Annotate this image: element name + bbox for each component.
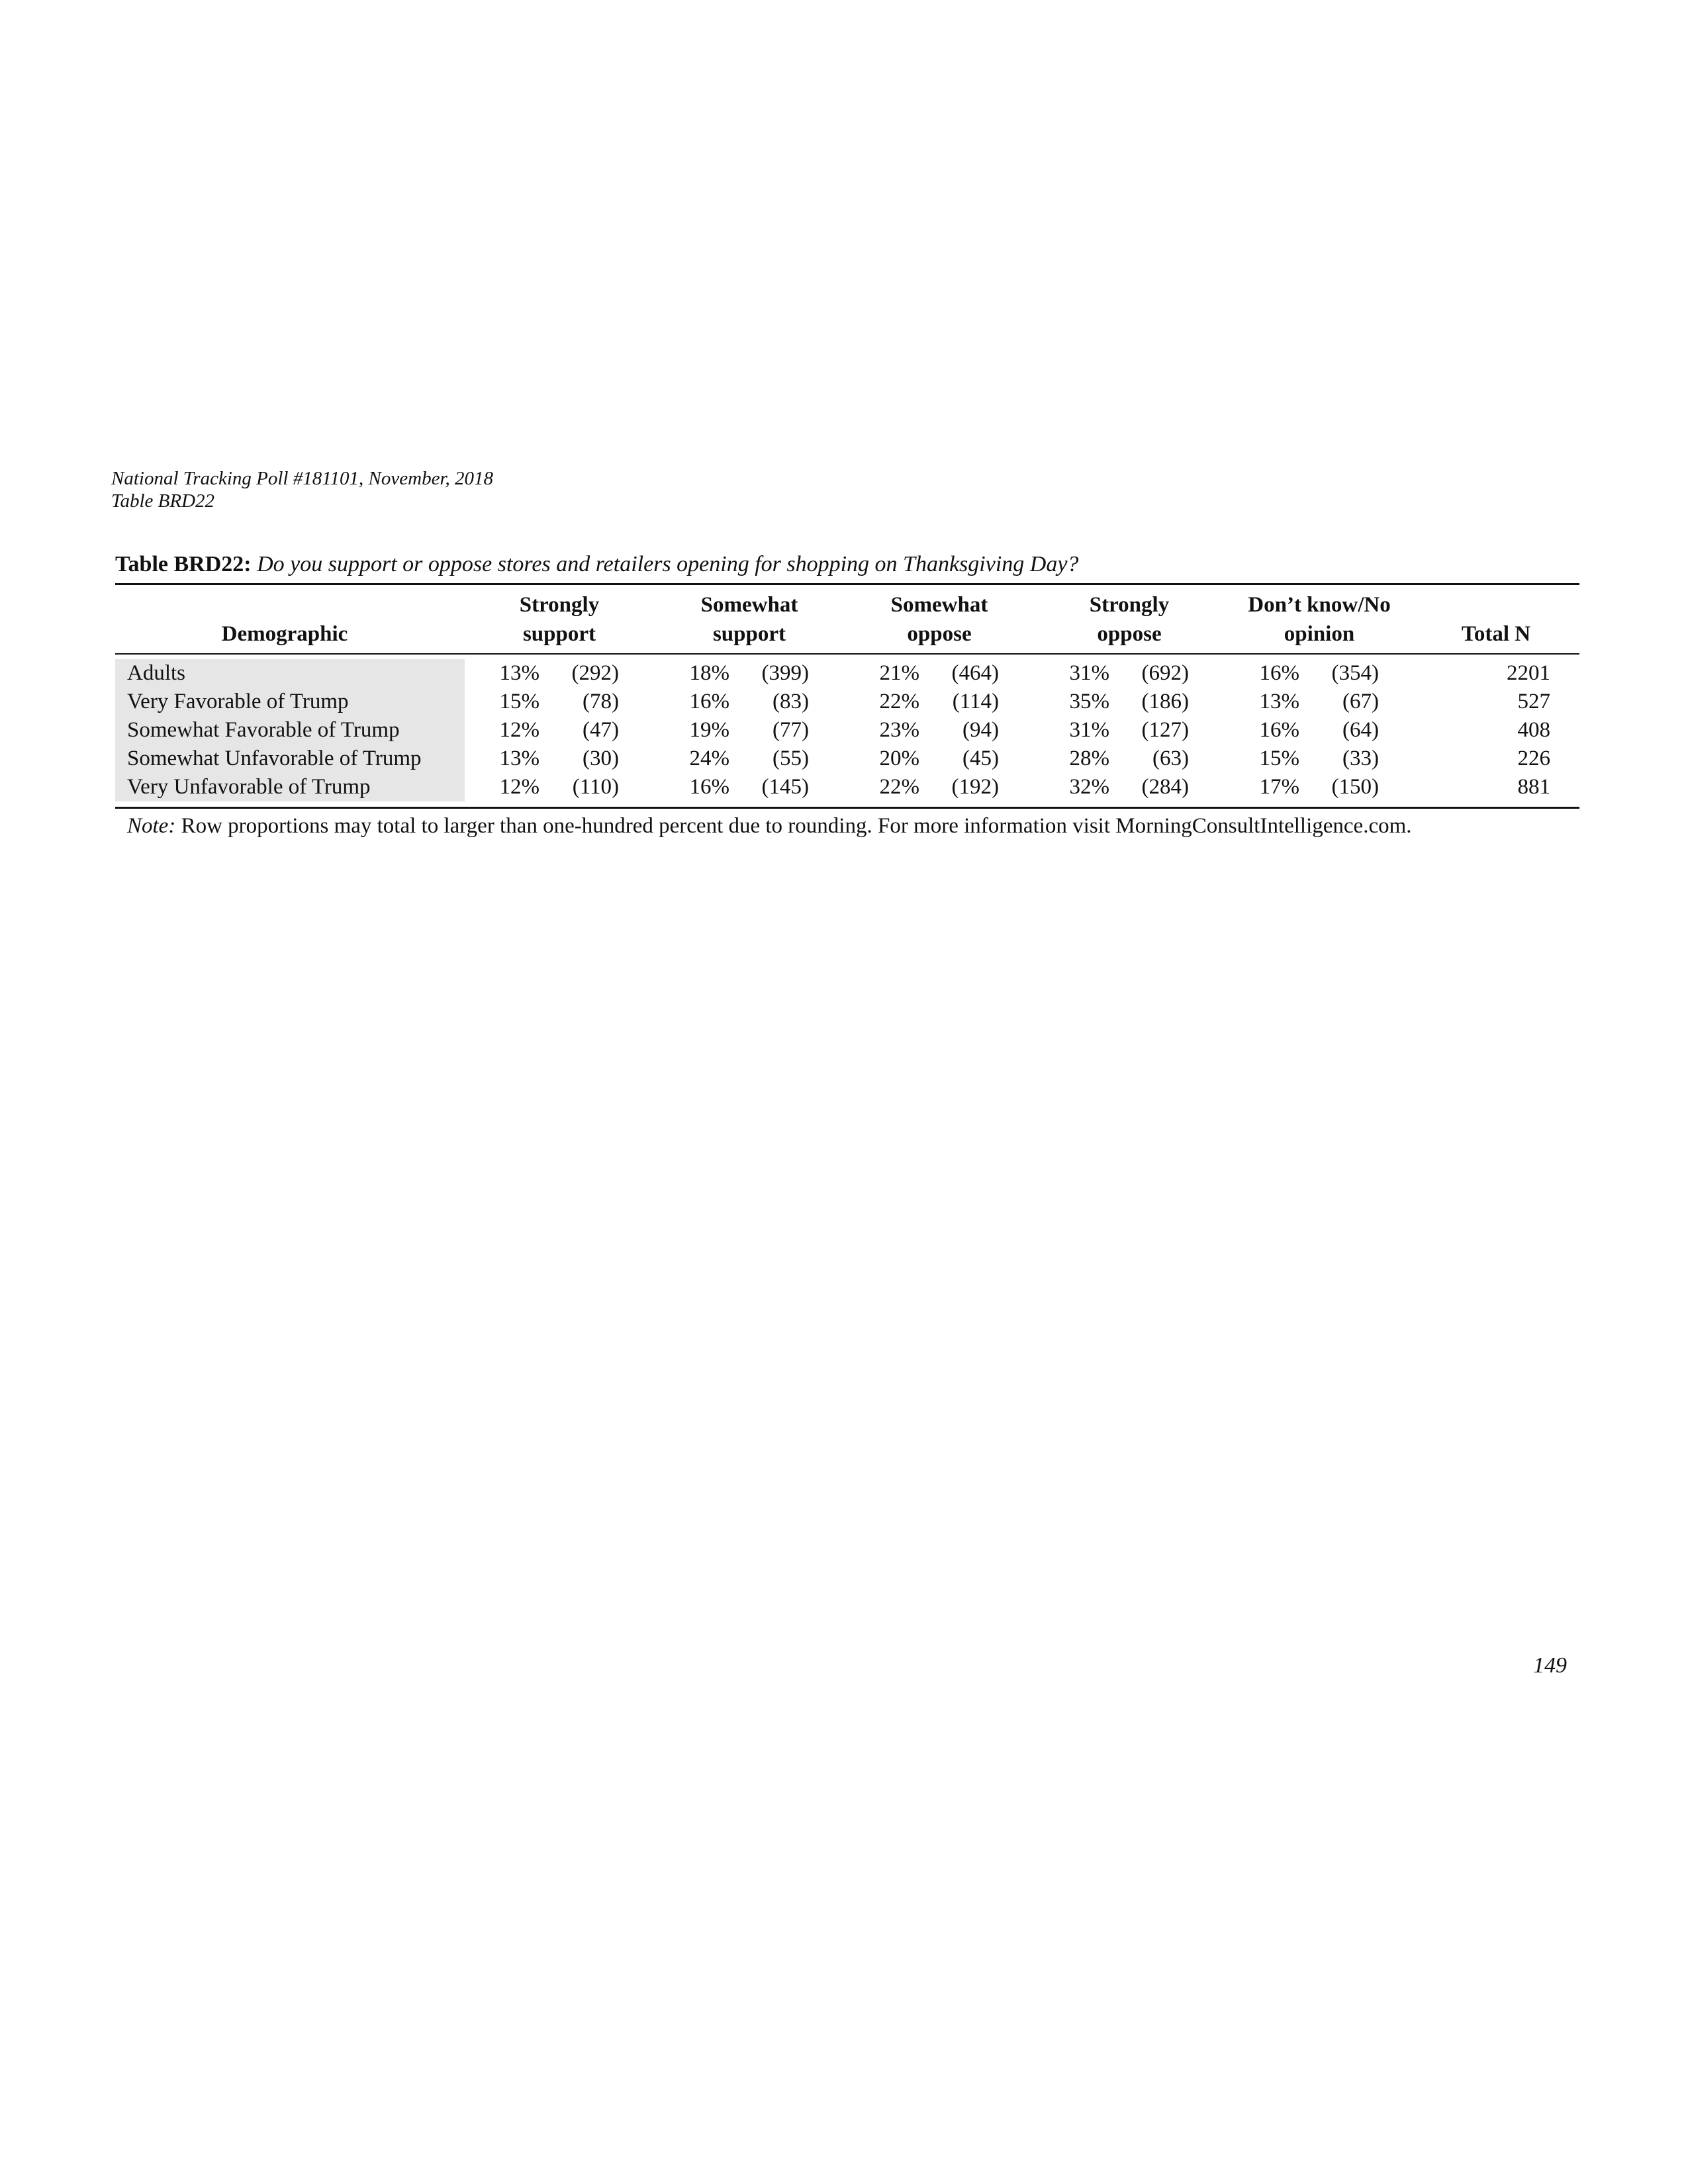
- cell-percent: 31%: [1069, 718, 1109, 742]
- cell-percent: 15%: [499, 690, 539, 713]
- cell-percent: 12%: [499, 775, 539, 799]
- column-header-line1: Strongly: [519, 593, 600, 617]
- cell-percent: 28%: [1069, 747, 1109, 770]
- running-header: [111, 467, 493, 512]
- cell-percent: 23%: [879, 718, 919, 742]
- column-header-line2: support: [522, 622, 596, 646]
- table-bottom-rule: [115, 807, 1579, 809]
- cell-percent: 12%: [499, 718, 539, 742]
- table-caption: [115, 552, 1078, 577]
- row-label: Very Unfavorable of Trump: [127, 775, 371, 799]
- cell-percent: 16%: [689, 690, 729, 713]
- cell-total-n: 226: [1517, 747, 1550, 770]
- row-label: Very Favorable of Trump: [127, 690, 349, 713]
- cell-count: (145): [761, 775, 809, 799]
- cell-count: (127): [1141, 718, 1189, 742]
- column-header-line1: Somewhat: [890, 593, 988, 617]
- cell-count: (55): [773, 747, 809, 770]
- column-header: [199, 590, 371, 649]
- table-note: [127, 811, 1412, 841]
- column-header: [1233, 590, 1405, 649]
- page-number: 149: [1533, 1653, 1567, 1678]
- cell-total-n: 527: [1517, 690, 1550, 713]
- cell-total-n: 408: [1517, 718, 1550, 742]
- column-header-line2: oppose: [907, 622, 972, 646]
- column-header-line1: [1423, 590, 1569, 619]
- cell-percent: 22%: [879, 775, 919, 799]
- cell-count: (114): [952, 690, 999, 713]
- cell-percent: 19%: [689, 718, 729, 742]
- row-label: Somewhat Unfavorable of Trump: [127, 747, 422, 770]
- cell-percent: 13%: [1259, 690, 1299, 713]
- cell-count: (692): [1141, 661, 1189, 685]
- cell-percent: 13%: [499, 747, 539, 770]
- cell-percent: 24%: [689, 747, 729, 770]
- cell-total-n: 2201: [1507, 661, 1550, 685]
- cell-total-n: 881: [1517, 775, 1550, 799]
- cell-count: (464): [951, 661, 999, 685]
- cell-percent: 18%: [689, 661, 729, 685]
- cell-count: (292): [571, 661, 619, 685]
- cell-percent: 20%: [879, 747, 919, 770]
- note-text: Row proportions may total to larger than one-hundred percent due to rounding. For more information visit MorningConsultIntelligence.com.: [181, 814, 1412, 838]
- table-id: Table BRD22: [111, 490, 215, 512]
- poll-title: National Tracking Poll #181101, November, 2018: [111, 468, 494, 489]
- cell-percent: 21%: [879, 661, 919, 685]
- column-header-line2: oppose: [1097, 622, 1162, 646]
- cell-count: (186): [1141, 690, 1189, 713]
- cell-count: (63): [1152, 747, 1189, 770]
- cell-count: (192): [951, 775, 999, 799]
- cell-count: (354): [1331, 661, 1379, 685]
- cell-count: (30): [583, 747, 619, 770]
- row-label: Somewhat Favorable of Trump: [127, 718, 400, 742]
- cell-percent: 16%: [1259, 661, 1299, 685]
- cell-count: (399): [761, 661, 809, 685]
- cell-count: (110): [572, 775, 619, 799]
- column-header-line1: Somewhat: [700, 593, 798, 617]
- cell-percent: 16%: [1259, 718, 1299, 742]
- column-header-line2: opinion: [1284, 622, 1355, 646]
- note-label: Note:: [127, 814, 176, 838]
- cell-percent: 32%: [1069, 775, 1109, 799]
- cell-count: (78): [583, 690, 619, 713]
- cell-percent: 31%: [1069, 661, 1109, 685]
- cell-percent: 35%: [1069, 690, 1109, 713]
- column-header: [853, 590, 1025, 649]
- table-top-rule: [115, 583, 1579, 585]
- cell-count: (64): [1342, 718, 1379, 742]
- cell-count: (83): [773, 690, 809, 713]
- caption-question: Do you support or oppose stores and retailers opening for shopping on Thanksgiving Day?: [257, 552, 1079, 576]
- row-label: Adults: [127, 661, 186, 685]
- cell-percent: 15%: [1259, 747, 1299, 770]
- table-header-rule: [115, 653, 1579, 655]
- column-header-line1: Strongly: [1089, 593, 1170, 617]
- column-header-line2: Demographic: [221, 622, 348, 646]
- cell-count: (284): [1141, 775, 1189, 799]
- cell-percent: 13%: [499, 661, 539, 685]
- cell-count: (150): [1331, 775, 1379, 799]
- cell-count: (67): [1342, 690, 1379, 713]
- column-header: [473, 590, 645, 649]
- cell-percent: 17%: [1259, 775, 1299, 799]
- cell-count: (45): [962, 747, 999, 770]
- cell-percent: 22%: [879, 690, 919, 713]
- column-header: [663, 590, 835, 649]
- cell-percent: 16%: [689, 775, 729, 799]
- cell-count: (47): [583, 718, 619, 742]
- cell-count: (77): [773, 718, 809, 742]
- column-header-line1: Don’t know/No: [1248, 593, 1391, 617]
- column-header-line1: [199, 590, 371, 619]
- column-header-line2: support: [712, 622, 786, 646]
- column-header-line2: Total N: [1461, 622, 1531, 646]
- cell-count: (33): [1342, 747, 1379, 770]
- column-header: [1043, 590, 1215, 649]
- column-header: [1423, 590, 1569, 649]
- caption-label: Table BRD22:: [115, 552, 252, 576]
- cell-count: (94): [962, 718, 999, 742]
